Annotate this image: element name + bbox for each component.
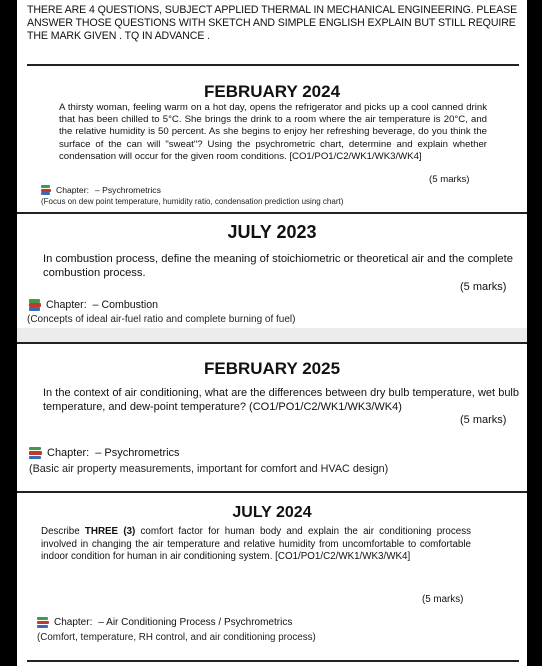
intro-instructions: THERE ARE 4 QUESTIONS, SUBJECT APPLIED THERMAL IN MECHANICAL ENGINEERING. PLEASE ANSWER THOSE QUESTIONS WITH SKETCH AND SIMPLE ENGLISH EXPLAIN BUT STILL REQUIRE THE MARK GIVEN . TQ IN ADVANCE . [27,4,518,42]
divider [17,491,527,493]
divider [27,64,519,66]
chapter-label: Chapter: [56,185,89,195]
books-icon [37,617,49,629]
chapter-note: (Comfort, temperature, RH control, and air conditioning process) [37,632,316,643]
chapter-label: Chapter: [46,299,87,311]
divider [17,212,527,214]
session-title: FEBRUARY 2025 [203,359,341,378]
chapter-name: – Psychrometrics [95,447,180,459]
question-text: In combustion process, define the meaning of stoichiometric or theoretical air and the complete combustion process. [43,253,513,279]
chapter-line [29,446,180,460]
question-text-rest: comfort factor for human body and explain the air conditioning process involved in changing the air temperature and relative humidity from uncomfortable to comfortable indoor condition for human in air conditioning system. [CO1/PO1/C2/WK1/WK3/WK4] [41,526,471,563]
books-icon [41,185,51,195]
session-title: JULY 2023 [227,222,317,242]
question-text [41,526,471,564]
chapter-name: – Combustion [92,299,159,311]
books-icon [29,447,42,460]
chapter-line [41,184,161,196]
page-gap [17,328,527,342]
chapter-line [29,298,158,312]
question-text: In the context of air conditioning, what are the differences between dry bulb temperature, wet bulb temperature, and dew-point temperature? (CO1/PO1/C2/WK1/WK3/WK4) [43,387,519,413]
chapter-note: (Basic air property measurements, important for comfort and HVAC design) [29,463,389,475]
marks-label: (5 marks) [460,414,507,426]
chapter-label: Chapter: [47,447,90,459]
chapter-name: – Psychrometrics [94,185,161,195]
session-title: FEBRUARY 2024 [203,82,341,101]
marks-label: (5 marks) [429,174,470,185]
session-title: JULY 2024 [232,504,312,521]
divider [17,342,527,344]
chapter-line [37,616,292,629]
chapter-note: (Focus on dew point temperature, humidity ratio, condensation prediction using chart) [41,197,344,206]
marks-label: (5 marks) [460,281,507,293]
question-text-start: Describe [41,526,85,537]
question-text: A thirsty woman, feeling warm on a hot day, opens the refrigerator and picks up a cool canned drink that has been chilled to 5°C. She brings the drink to a room where the air temperature is 20°C, and the relative humidity is 50 percent. As she begins to enjoy her refreshing beverage, do you think the surface of the can will "sweat"? Using the psychrometric chart, determine and explain whether condensation will occur for the given room conditions. [CO1/PO1/C2/WK1/WK3/WK4] [59,102,487,162]
chapter-label: Chapter: [54,617,93,628]
books-icon [29,299,41,311]
question-emphasis: THREE (3) [84,526,136,537]
marks-label: (5 marks) [422,594,464,605]
divider [27,660,519,662]
document-page [17,0,527,666]
chapter-note: (Concepts of ideal air-fuel ratio and complete burning of fuel) [27,314,296,325]
chapter-name: – Air Conditioning Process / Psychrometrics [98,617,293,628]
